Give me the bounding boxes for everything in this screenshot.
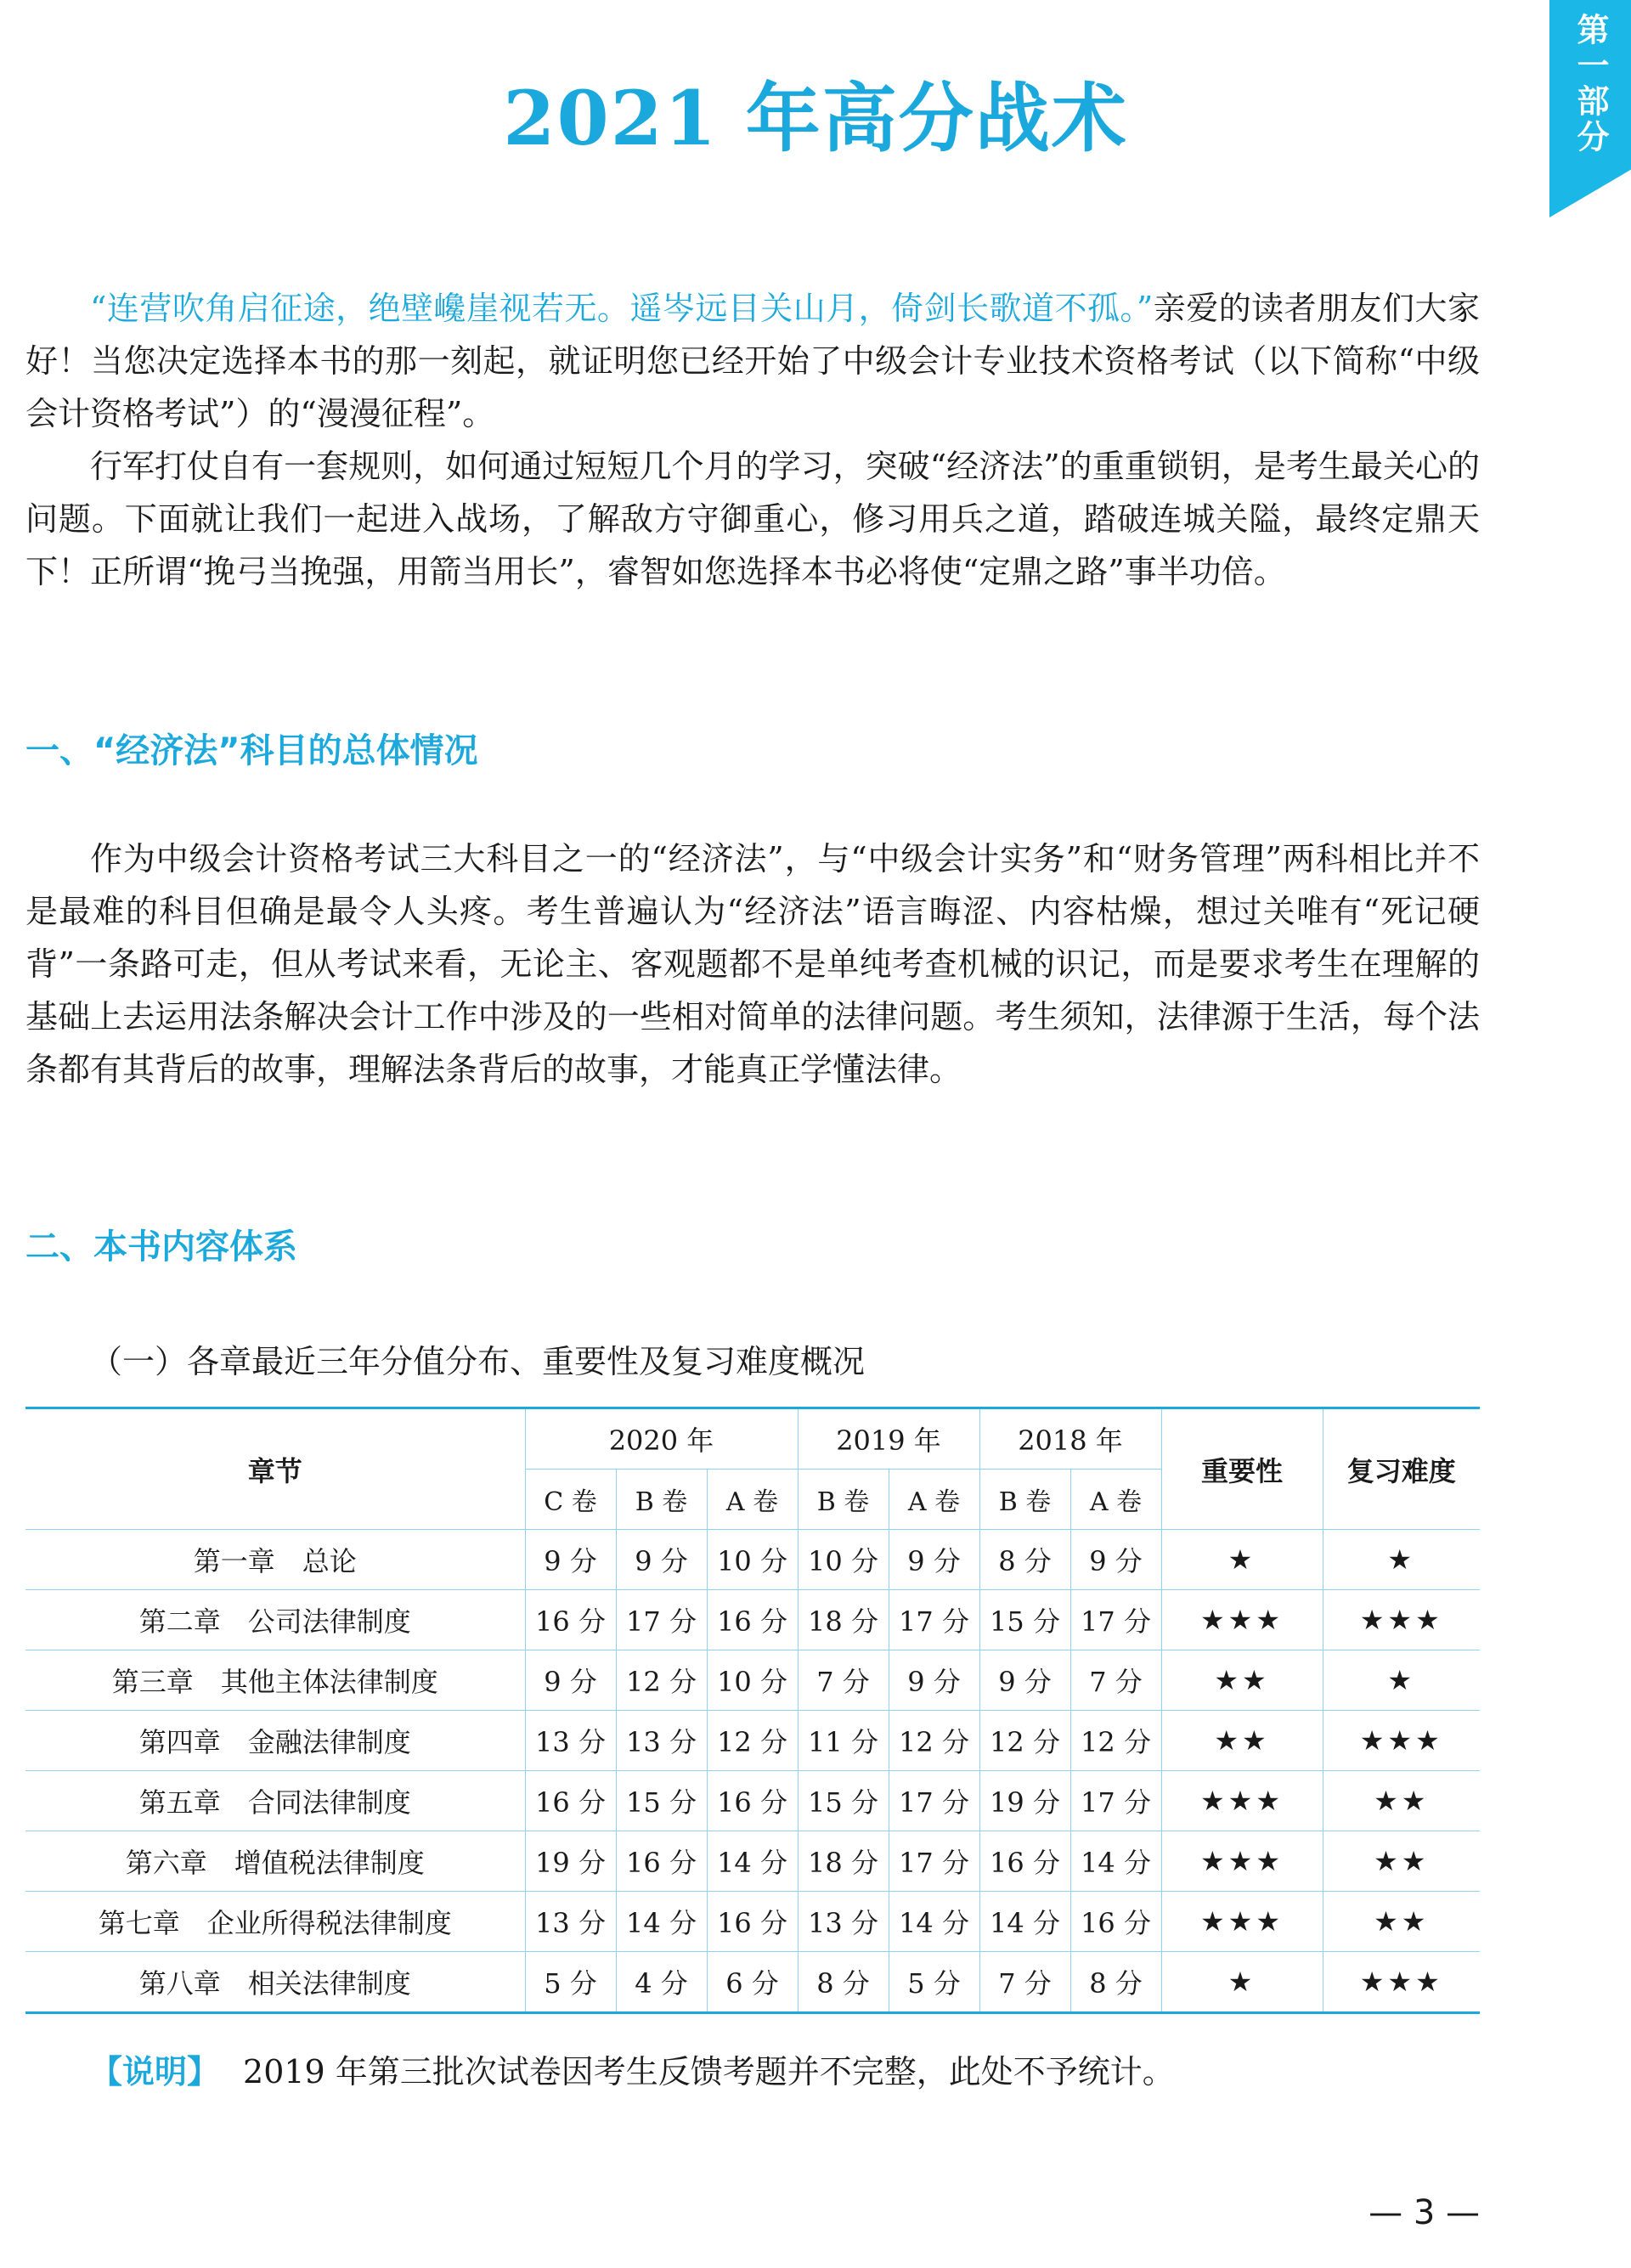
- intro-quote: “连营吹角启征途，绝壁巉崖视若无。遥岑远目关山月，倚剑长歌道不孤。”: [90, 290, 1154, 327]
- cell-importance: ★: [1161, 1530, 1323, 1590]
- cell-b2020: 9 分: [616, 1530, 707, 1590]
- cell-a2018: 14 分: [1070, 1831, 1161, 1892]
- cell-b2020: 4 分: [616, 1952, 707, 2013]
- cell-a2019: 9 分: [889, 1530, 979, 1590]
- page-title: 2021 年高分战术: [503, 74, 1128, 162]
- table-row: [25, 1711, 1480, 1771]
- cell-chapter: 第七章 企业所得税法律制度: [25, 1892, 525, 1952]
- cell-b2018: 16 分: [979, 1831, 1070, 1892]
- cell-difficulty: ★: [1323, 1650, 1480, 1711]
- cell-b2019: 13 分: [798, 1892, 889, 1952]
- cell-importance: ★★★: [1161, 1590, 1323, 1650]
- cell-difficulty: ★: [1323, 1530, 1480, 1590]
- cell-a2019: 17 分: [889, 1590, 979, 1650]
- cell-a2018: 16 分: [1070, 1892, 1161, 1952]
- cell-b2018: 15 分: [979, 1590, 1070, 1650]
- header-year-2018: 2018 年: [979, 1408, 1161, 1470]
- cell-b2020: 12 分: [616, 1650, 707, 1711]
- section-tab-label: 第一部分: [1572, 13, 1609, 155]
- cell-a2019: 12 分: [889, 1711, 979, 1771]
- section-1-heading: 一、“经济法”科目的总体情况: [25, 731, 478, 770]
- cell-difficulty: ★★★: [1323, 1590, 1480, 1650]
- cell-b2020: 15 分: [616, 1771, 707, 1831]
- cell-b2019: 18 分: [798, 1831, 889, 1892]
- cell-c2020: 5 分: [525, 1952, 616, 2013]
- header-difficulty: 复习难度: [1323, 1408, 1480, 1530]
- cell-b2019: 11 分: [798, 1711, 889, 1771]
- cell-a2019: 14 分: [889, 1892, 979, 1952]
- cell-c2020: 19 分: [525, 1831, 616, 1892]
- cell-a2018: 17 分: [1070, 1590, 1161, 1650]
- cell-c2020: 9 分: [525, 1530, 616, 1590]
- cell-a2019: 5 分: [889, 1952, 979, 2013]
- cell-c2020: 16 分: [525, 1590, 616, 1650]
- intro-paragraph-1-rest: 亲爱的读者朋友们大家好！当您决定选择本书的那一刻起，就证明您已经开始了中级会计专业技术资格考试（以下简称“中级会计资格考试”）的“漫漫征程”。: [25, 290, 1480, 432]
- table-note: [90, 2045, 1175, 2092]
- cell-b2018: 9 分: [979, 1650, 1070, 1711]
- cell-a2020: 16 分: [707, 1771, 798, 1831]
- cell-chapter: 第五章 合同法律制度: [25, 1771, 525, 1831]
- cell-b2019: 15 分: [798, 1771, 889, 1831]
- cell-a2019: 9 分: [889, 1650, 979, 1711]
- cell-b2020: 16 分: [616, 1831, 707, 1892]
- header-2019-a: A 卷: [889, 1470, 979, 1530]
- cell-difficulty: ★★: [1323, 1771, 1480, 1831]
- cell-chapter: 第四章 金融法律制度: [25, 1711, 525, 1771]
- cell-difficulty: ★★: [1323, 1892, 1480, 1952]
- cell-b2018: 19 分: [979, 1771, 1070, 1831]
- cell-a2018: 8 分: [1070, 1952, 1161, 2013]
- cell-b2019: 10 分: [798, 1530, 889, 1590]
- table-header-row-1: [25, 1408, 1480, 1470]
- header-2018-b: B 卷: [979, 1470, 1070, 1530]
- table-row: [25, 1771, 1480, 1831]
- cell-chapter: 第六章 增值税法律制度: [25, 1831, 525, 1892]
- header-year-2019: 2019 年: [798, 1408, 979, 1470]
- section-1-text: [25, 832, 1480, 1096]
- table-row: [25, 1650, 1480, 1711]
- header-2020-b: B 卷: [616, 1470, 707, 1530]
- cell-a2020: 6 分: [707, 1952, 798, 2013]
- cell-a2019: 17 分: [889, 1831, 979, 1892]
- table-row: [25, 1590, 1480, 1650]
- cell-b2020: 13 分: [616, 1711, 707, 1771]
- cell-a2018: 7 分: [1070, 1650, 1161, 1711]
- score-table: [25, 1407, 1480, 2014]
- cell-b2018: 8 分: [979, 1530, 1070, 1590]
- header-year-2020: 2020 年: [525, 1408, 798, 1470]
- cell-a2020: 10 分: [707, 1530, 798, 1590]
- table-caption: （一）各章最近三年分值分布、重要性及复习难度概况: [90, 1343, 866, 1380]
- cell-c2020: 13 分: [525, 1892, 616, 1952]
- cell-chapter: 第三章 其他主体法律制度: [25, 1650, 525, 1711]
- cell-a2020: 10 分: [707, 1650, 798, 1711]
- table-row: [25, 1831, 1480, 1892]
- section-1-paragraph: 作为中级会计资格考试三大科目之一的“经济法”，与“中级会计实务”和“财务管理”两科相比并不是最难的科目但确是最令人头疼。考生普遍认为“经济法”语言晦涩、内容枯燥，想过关唯有“死记硬背”一条路可走，但从考试来看，无论主、客观题都不是单纯考查机械的识记，而是要求考生在理解的基础上去运用法条解决会计工作中涉及的一些相对简单的法律问题。考生须知，法律源于生活，每个法条都有其背后的故事，理解法条背后的故事，才能真正学懂法律。: [25, 840, 1480, 1088]
- cell-a2018: 17 分: [1070, 1771, 1161, 1831]
- cell-a2020: 12 分: [707, 1711, 798, 1771]
- cell-a2020: 16 分: [707, 1590, 798, 1650]
- table-row: [25, 1892, 1480, 1952]
- cell-importance: ★★: [1161, 1711, 1323, 1771]
- cell-difficulty: ★★★: [1323, 1952, 1480, 2013]
- cell-importance: ★★★: [1161, 1892, 1323, 1952]
- cell-b2020: 14 分: [616, 1892, 707, 1952]
- intro-paragraph-1: [25, 282, 1480, 440]
- cell-importance: ★★: [1161, 1650, 1323, 1711]
- cell-a2020: 16 分: [707, 1892, 798, 1952]
- cell-chapter: 第二章 公司法律制度: [25, 1590, 525, 1650]
- cell-b2020: 17 分: [616, 1590, 707, 1650]
- header-2020-c: C 卷: [525, 1470, 616, 1530]
- cell-importance: ★★★: [1161, 1771, 1323, 1831]
- cell-c2020: 9 分: [525, 1650, 616, 1711]
- cell-c2020: 16 分: [525, 1771, 616, 1831]
- table-row: [25, 1530, 1480, 1590]
- cell-importance: ★: [1161, 1952, 1323, 2013]
- page-number: — 3 —: [1369, 2193, 1480, 2232]
- cell-a2020: 14 分: [707, 1831, 798, 1892]
- table-row: [25, 1952, 1480, 2013]
- cell-b2018: 7 分: [979, 1952, 1070, 2013]
- cell-b2018: 12 分: [979, 1711, 1070, 1771]
- cell-b2018: 14 分: [979, 1892, 1070, 1952]
- header-2020-a: A 卷: [707, 1470, 798, 1530]
- cell-difficulty: ★★: [1323, 1831, 1480, 1892]
- cell-a2018: 9 分: [1070, 1530, 1161, 1590]
- header-chapter: 章节: [25, 1408, 525, 1530]
- intro-text: [25, 282, 1480, 598]
- header-2019-b: B 卷: [798, 1470, 889, 1530]
- cell-b2019: 18 分: [798, 1590, 889, 1650]
- cell-difficulty: ★★★: [1323, 1711, 1480, 1771]
- cell-a2019: 17 分: [889, 1771, 979, 1831]
- cell-b2019: 7 分: [798, 1650, 889, 1711]
- cell-chapter: 第一章 总论: [25, 1530, 525, 1590]
- cell-a2018: 12 分: [1070, 1711, 1161, 1771]
- cell-importance: ★★★: [1161, 1831, 1323, 1892]
- section-2-heading: 二、本书内容体系: [25, 1227, 297, 1267]
- note-text: 2019 年第三批次试卷因考生反馈考题并不完整，此处不予统计。: [243, 2053, 1175, 2090]
- cell-b2019: 8 分: [798, 1952, 889, 2013]
- intro-paragraph-2: 行军打仗自有一套规则，如何通过短短几个月的学习，突破“经济法”的重重锁钥，是考生最关心的问题。下面就让我们一起进入战场，了解敌方守御重心，修习用兵之道，踏破连城关隘，最终定鼎天下！正所谓“挽弓当挽强，用箭当用长”，睿智如您选择本书必将使“定鼎之路”事半功倍。: [25, 448, 1480, 590]
- header-2018-a: A 卷: [1070, 1470, 1161, 1530]
- note-label: 【说明】: [90, 2053, 220, 2090]
- header-importance: 重要性: [1161, 1408, 1323, 1530]
- cell-chapter: 第八章 相关法律制度: [25, 1952, 525, 2013]
- cell-c2020: 13 分: [525, 1711, 616, 1771]
